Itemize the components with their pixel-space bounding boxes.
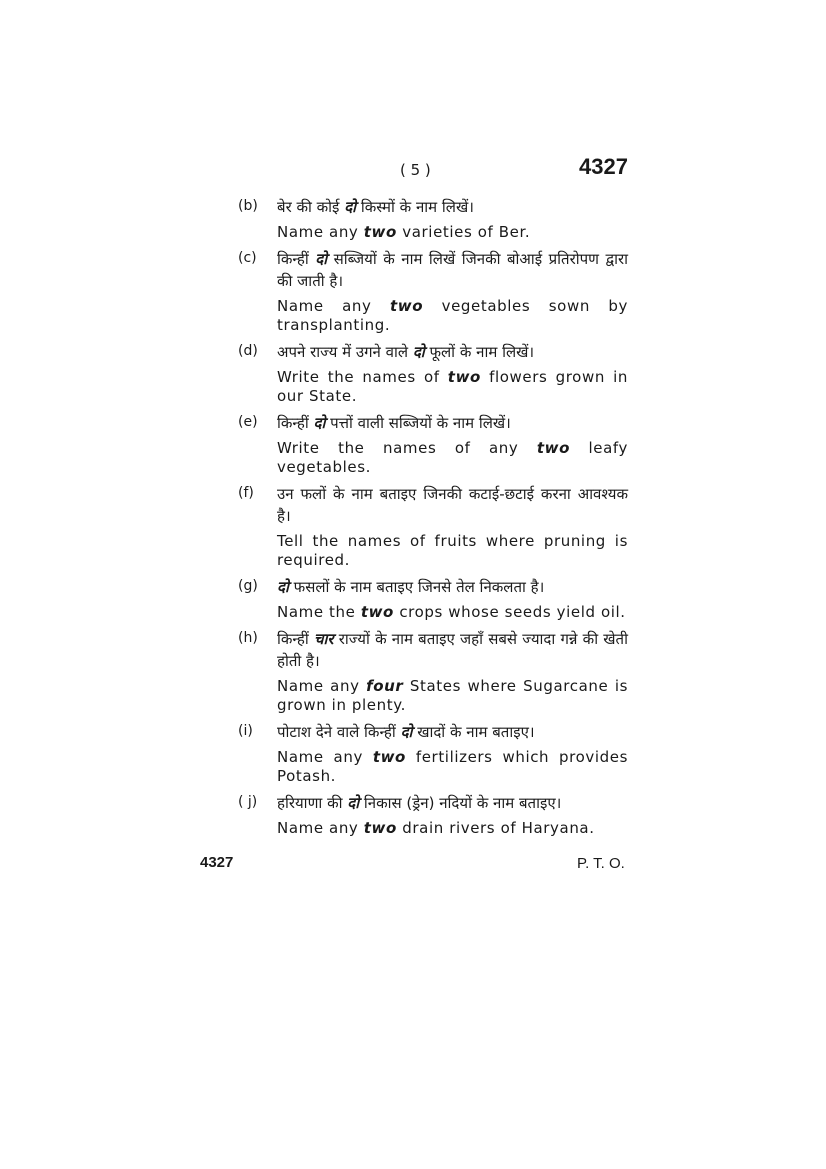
text-segment: States where Sugarcane is grown in plenty.	[277, 677, 629, 714]
emphasis-keyword: two	[360, 603, 394, 621]
question-english	[277, 603, 628, 622]
question-hindi	[277, 721, 628, 743]
question-english	[277, 297, 628, 335]
question-e	[238, 412, 628, 477]
text-segment: leafy vegetables.	[277, 439, 628, 476]
text-segment: फसलों के नाम बताइए जिनसे तेल निकलता है।	[288, 578, 545, 596]
text-segment: खादों के नाम बताइए।	[412, 723, 535, 741]
emphasis-keyword: two	[363, 819, 397, 837]
emphasis-keyword: two	[447, 368, 481, 386]
text-segment: फूलों के नाम लिखें।	[424, 343, 535, 361]
text-segment: हरियाणा की	[277, 794, 348, 812]
text-segment: किन्हीं	[277, 414, 314, 432]
question-hindi	[277, 628, 628, 672]
question-label: (g)	[238, 578, 258, 594]
text-segment: किस्मों के नाम लिखें।	[356, 198, 474, 216]
text-segment: अपने राज्य में उगने वाले	[277, 343, 413, 361]
pto-label: P. T. O.	[577, 855, 625, 872]
text-segment: vegetables sown by transplanting.	[277, 297, 629, 334]
text-segment: राज्यों के नाम बताइए जहाँ सबसे ज्यादा गन्ने की खेती होती है।	[277, 630, 628, 670]
question-f	[238, 483, 628, 570]
question-c	[238, 248, 628, 335]
emphasis-keyword: दो	[277, 578, 289, 596]
emphasis-keyword: दो	[315, 250, 328, 268]
emphasis-keyword: दो	[344, 198, 357, 216]
emphasis-keyword: two	[372, 748, 406, 766]
text-segment: बेर की कोई	[277, 198, 345, 216]
text-segment: Name any	[277, 297, 390, 315]
text-segment: Write the names of	[277, 368, 448, 386]
emphasis-keyword: दो	[313, 414, 326, 432]
question-label: (e)	[238, 414, 258, 430]
question-hindi	[277, 341, 628, 363]
text-segment: पोटाश देने वाले किन्हीं	[277, 723, 401, 741]
text-segment: Tell the names of fruits where pruning is required.	[277, 532, 628, 569]
emphasis-keyword: दो	[400, 723, 413, 741]
question-hindi	[277, 792, 628, 814]
emphasis-keyword: चार	[313, 630, 334, 648]
text-segment: drain rivers of Haryana.	[396, 819, 595, 837]
text-segment: flowers grown in our State.	[277, 368, 628, 405]
text-segment: किन्हीं	[277, 250, 316, 268]
page-number: ( 5 )	[400, 161, 431, 179]
emphasis-keyword: four	[366, 677, 404, 695]
question-label: (h)	[238, 630, 258, 646]
question-i	[238, 721, 628, 786]
question-h	[238, 628, 628, 715]
text-segment: varieties of Ber.	[396, 223, 531, 241]
question-english	[277, 368, 628, 406]
question-d	[238, 341, 628, 406]
question-g	[238, 576, 628, 622]
question-label: (c)	[238, 250, 257, 266]
question-english	[277, 223, 628, 242]
question-hindi	[277, 196, 628, 218]
question-b	[238, 196, 628, 242]
question-hindi	[277, 483, 628, 527]
text-segment: किन्हीं	[277, 630, 314, 648]
question-j	[238, 792, 628, 838]
question-label: (d)	[238, 343, 258, 359]
text-segment: Write the names of any	[277, 439, 537, 457]
question-list	[238, 196, 628, 844]
question-hindi	[277, 576, 628, 598]
emphasis-keyword: two	[363, 223, 397, 241]
text-segment: उन फलों के नाम बताइए जिनकी कटाई-छटाई करना आवश्यक है।	[277, 485, 628, 525]
question-hindi	[277, 412, 628, 434]
text-segment: Name any	[277, 223, 364, 241]
question-english	[277, 748, 628, 786]
emphasis-keyword: two	[536, 439, 571, 457]
text-segment: Name any	[277, 819, 364, 837]
text-segment: fertilizers which provides Potash.	[277, 748, 628, 785]
emphasis-keyword: two	[390, 297, 424, 315]
question-label: (b)	[238, 198, 258, 214]
question-hindi	[277, 248, 628, 292]
text-segment: crops whose seeds yield oil.	[393, 603, 626, 621]
question-label: ( j)	[238, 794, 258, 810]
text-segment: Name the	[277, 603, 361, 621]
question-english	[277, 532, 628, 570]
question-label: (i)	[238, 723, 253, 739]
question-english	[277, 439, 628, 477]
text-segment: निकास (ड्रेन) नदियों के नाम बताइए।	[359, 794, 562, 812]
question-english	[277, 677, 628, 715]
question-english	[277, 819, 628, 838]
text-segment: Name any	[277, 748, 373, 766]
paper-code-footer: 4327	[200, 854, 234, 871]
text-segment: पत्तों वाली सब्जियों के नाम लिखें।	[325, 414, 511, 432]
text-segment: Name any	[277, 677, 367, 695]
emphasis-keyword: दो	[412, 343, 425, 361]
question-label: (f)	[238, 485, 254, 501]
text-segment: सब्जियों के नाम लिखें जिनकी बोआई प्रतिरोपण द्वारा की जाती है।	[277, 250, 629, 290]
paper-code-header: 4327	[579, 154, 628, 179]
emphasis-keyword: दो	[347, 794, 360, 812]
